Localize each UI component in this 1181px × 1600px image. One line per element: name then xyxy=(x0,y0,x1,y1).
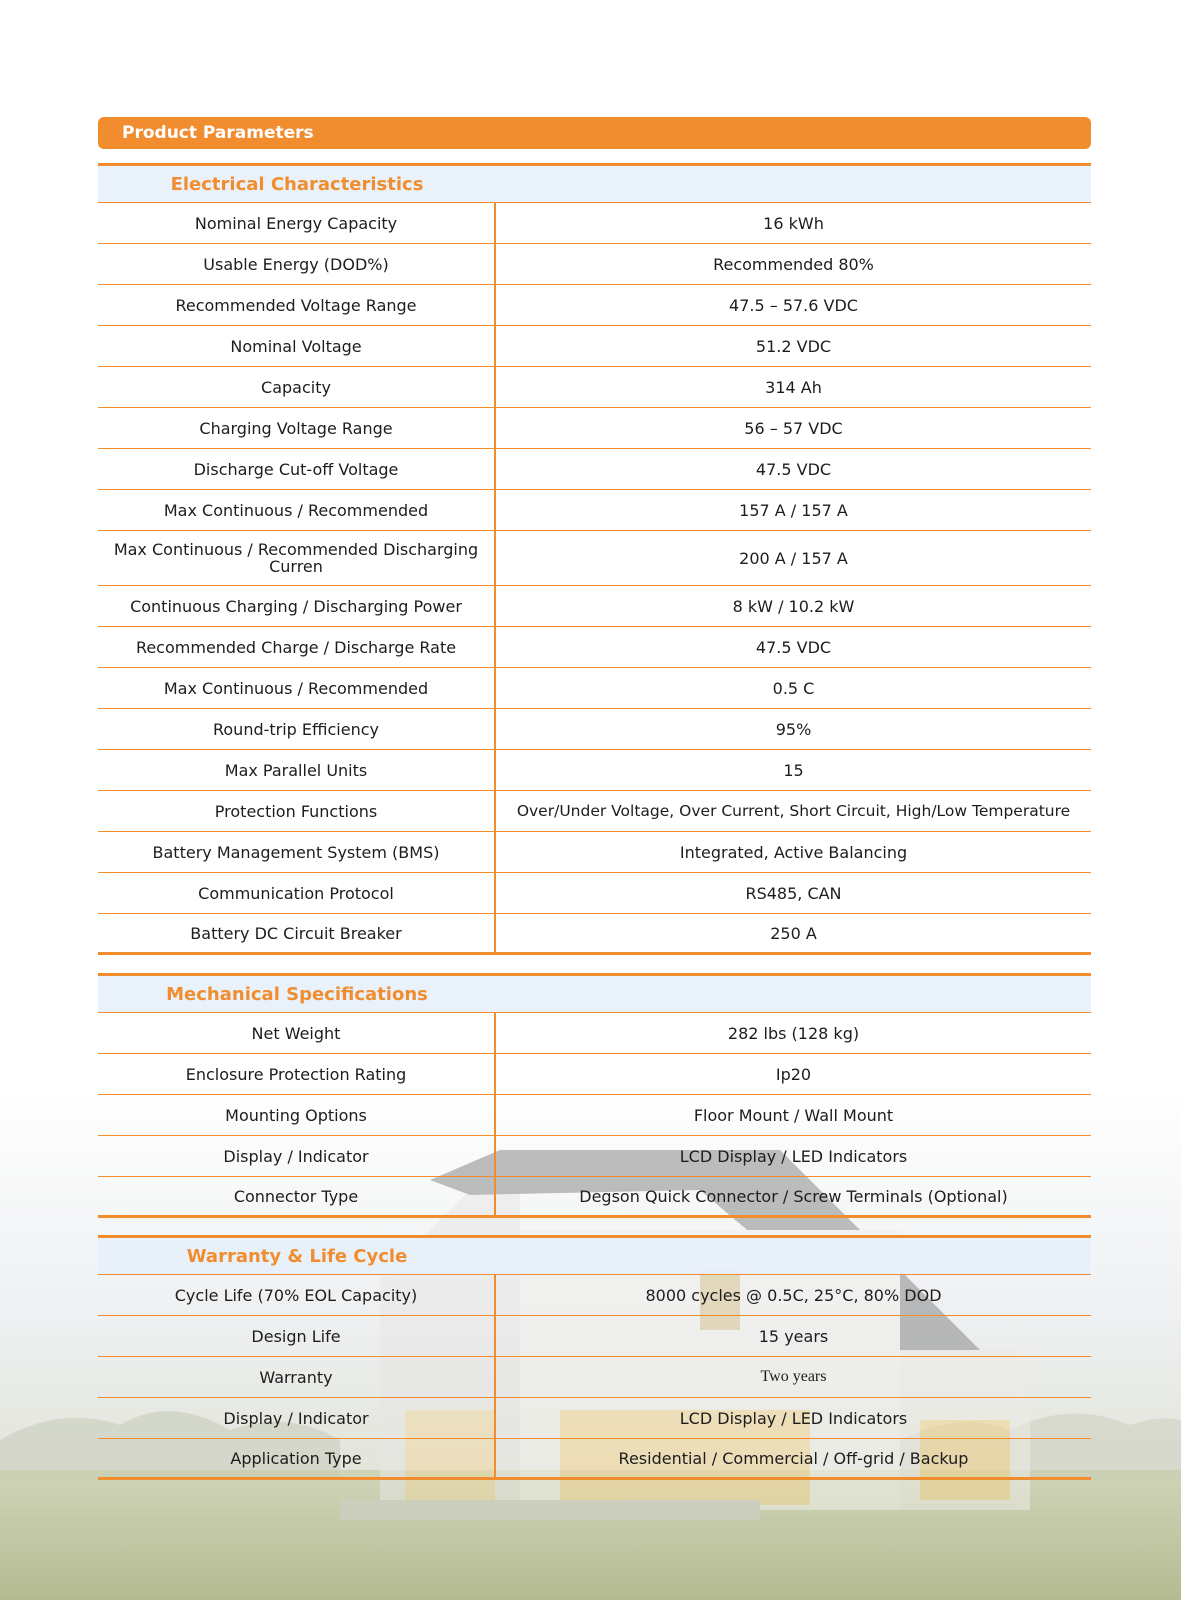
row-value: Degson Quick Connector / Screw Terminals (Optional) xyxy=(579,1186,1008,1206)
row-label: Nominal Voltage xyxy=(98,326,496,366)
row-label: Round-trip Efficiency xyxy=(98,709,496,749)
row-value: 15 years xyxy=(758,1326,829,1346)
table-row xyxy=(98,285,1091,326)
row-value: Integrated, Active Balancing xyxy=(679,842,908,862)
row-value: RS485, CAN xyxy=(745,883,842,903)
mechanical-specifications-section xyxy=(98,973,1091,1218)
table-row xyxy=(98,627,1091,668)
row-label: Warranty xyxy=(98,1357,496,1397)
row-value: 8000 cycles @ 0.5C, 25°C, 80% DOD xyxy=(645,1285,942,1305)
table-row xyxy=(98,244,1091,285)
row-label: Protection Functions xyxy=(98,791,496,831)
spec-table xyxy=(98,203,1091,955)
row-label: Nominal Energy Capacity xyxy=(98,203,496,243)
row-value: 51.2 VDC xyxy=(755,336,832,356)
table-row xyxy=(98,873,1091,914)
table-row xyxy=(98,668,1091,709)
row-label: Connector Type xyxy=(98,1177,496,1215)
row-label: Cycle Life (70% EOL Capacity) xyxy=(98,1275,496,1315)
table-row xyxy=(98,832,1091,873)
row-value: 47.5 – 57.6 VDC xyxy=(729,295,858,315)
row-label: Mounting Options xyxy=(98,1095,496,1135)
row-value: 0.5 C xyxy=(772,678,815,698)
row-label: Max Continuous / Recommended xyxy=(98,668,496,708)
spec-table xyxy=(98,1013,1091,1218)
row-value: LCD Display / LED Indicators xyxy=(679,1146,908,1166)
row-value: Residential / Commercial / Off-grid / Backup xyxy=(618,1448,969,1468)
table-row xyxy=(98,1316,1091,1357)
table-row xyxy=(98,1013,1091,1054)
table-row xyxy=(98,1439,1091,1480)
table-row xyxy=(98,791,1091,832)
table-row xyxy=(98,367,1091,408)
table-row xyxy=(98,1357,1091,1398)
row-label: Display / Indicator xyxy=(98,1136,496,1176)
banner-title: Product Parameters xyxy=(122,123,314,143)
section-title: Mechanical Specifications xyxy=(166,983,428,1005)
table-row xyxy=(98,490,1091,531)
row-label: Max Continuous / Recommended xyxy=(98,490,496,530)
row-value: 56 – 57 VDC xyxy=(744,418,843,438)
table-row xyxy=(98,1398,1091,1439)
table-row xyxy=(98,1177,1091,1218)
row-value: Recommended 80% xyxy=(713,254,874,274)
row-value: 250 A xyxy=(770,923,817,943)
row-label: Design Life xyxy=(98,1316,496,1356)
row-value: 314 Ah xyxy=(765,377,822,397)
row-label: Application Type xyxy=(98,1439,496,1477)
row-label: Battery Management System (BMS) xyxy=(98,832,496,872)
row-value: 15 xyxy=(783,760,804,780)
row-value: 47.5 VDC xyxy=(755,459,832,479)
row-value: Two years xyxy=(760,1368,827,1385)
row-label: Capacity xyxy=(98,367,496,407)
spec-table xyxy=(98,1275,1091,1480)
row-value: Ip20 xyxy=(775,1064,812,1084)
row-label: Discharge Cut-off Voltage xyxy=(98,449,496,489)
row-value: LCD Display / LED Indicators xyxy=(679,1408,908,1428)
table-row xyxy=(98,1275,1091,1316)
row-label: Enclosure Protection Rating xyxy=(98,1054,496,1094)
product-parameters-banner xyxy=(98,117,1091,149)
section-header xyxy=(98,973,1091,1013)
row-value: Floor Mount / Wall Mount xyxy=(693,1105,894,1125)
row-value: 282 lbs (128 kg) xyxy=(727,1023,860,1043)
row-label: Net Weight xyxy=(98,1013,496,1053)
table-row xyxy=(98,449,1091,490)
row-label: Display / Indicator xyxy=(98,1398,496,1438)
table-row xyxy=(98,408,1091,449)
row-value: 8 kW / 10.2 kW xyxy=(732,596,855,616)
row-label: Recommended Voltage Range xyxy=(98,285,496,325)
table-row xyxy=(98,326,1091,367)
row-label: Max Continuous / Recommended Discharging Curren xyxy=(98,531,496,585)
table-row xyxy=(98,203,1091,244)
row-label: Max Parallel Units xyxy=(98,750,496,790)
row-label: Recommended Charge / Discharge Rate xyxy=(98,627,496,667)
table-row xyxy=(98,914,1091,955)
row-value: Over/Under Voltage, Over Current, Short Circuit, High/Low Temperature xyxy=(516,802,1071,820)
section-title: Warranty & Life Cycle xyxy=(186,1245,408,1267)
table-row xyxy=(98,586,1091,627)
electrical-characteristics-section xyxy=(98,163,1091,955)
table-row xyxy=(98,531,1091,586)
row-value: 47.5 VDC xyxy=(755,637,832,657)
row-value: 16 kWh xyxy=(763,213,824,233)
row-label: Battery DC Circuit Breaker xyxy=(98,914,496,952)
table-row xyxy=(98,1095,1091,1136)
section-header xyxy=(98,163,1091,203)
row-value: 157 A / 157 A xyxy=(739,500,848,520)
row-label: Communication Protocol xyxy=(98,873,496,913)
table-row xyxy=(98,1136,1091,1177)
row-value: 95% xyxy=(775,719,812,739)
warranty-life-cycle-section xyxy=(98,1235,1091,1480)
row-label: Usable Energy (DOD%) xyxy=(98,244,496,284)
table-row xyxy=(98,750,1091,791)
section-title: Electrical Characteristics xyxy=(170,173,424,195)
section-header xyxy=(98,1235,1091,1275)
table-row xyxy=(98,709,1091,750)
table-row xyxy=(98,1054,1091,1095)
row-label: Continuous Charging / Discharging Power xyxy=(98,586,496,626)
row-label: Charging Voltage Range xyxy=(98,408,496,448)
row-value: 200 A / 157 A xyxy=(739,548,848,568)
